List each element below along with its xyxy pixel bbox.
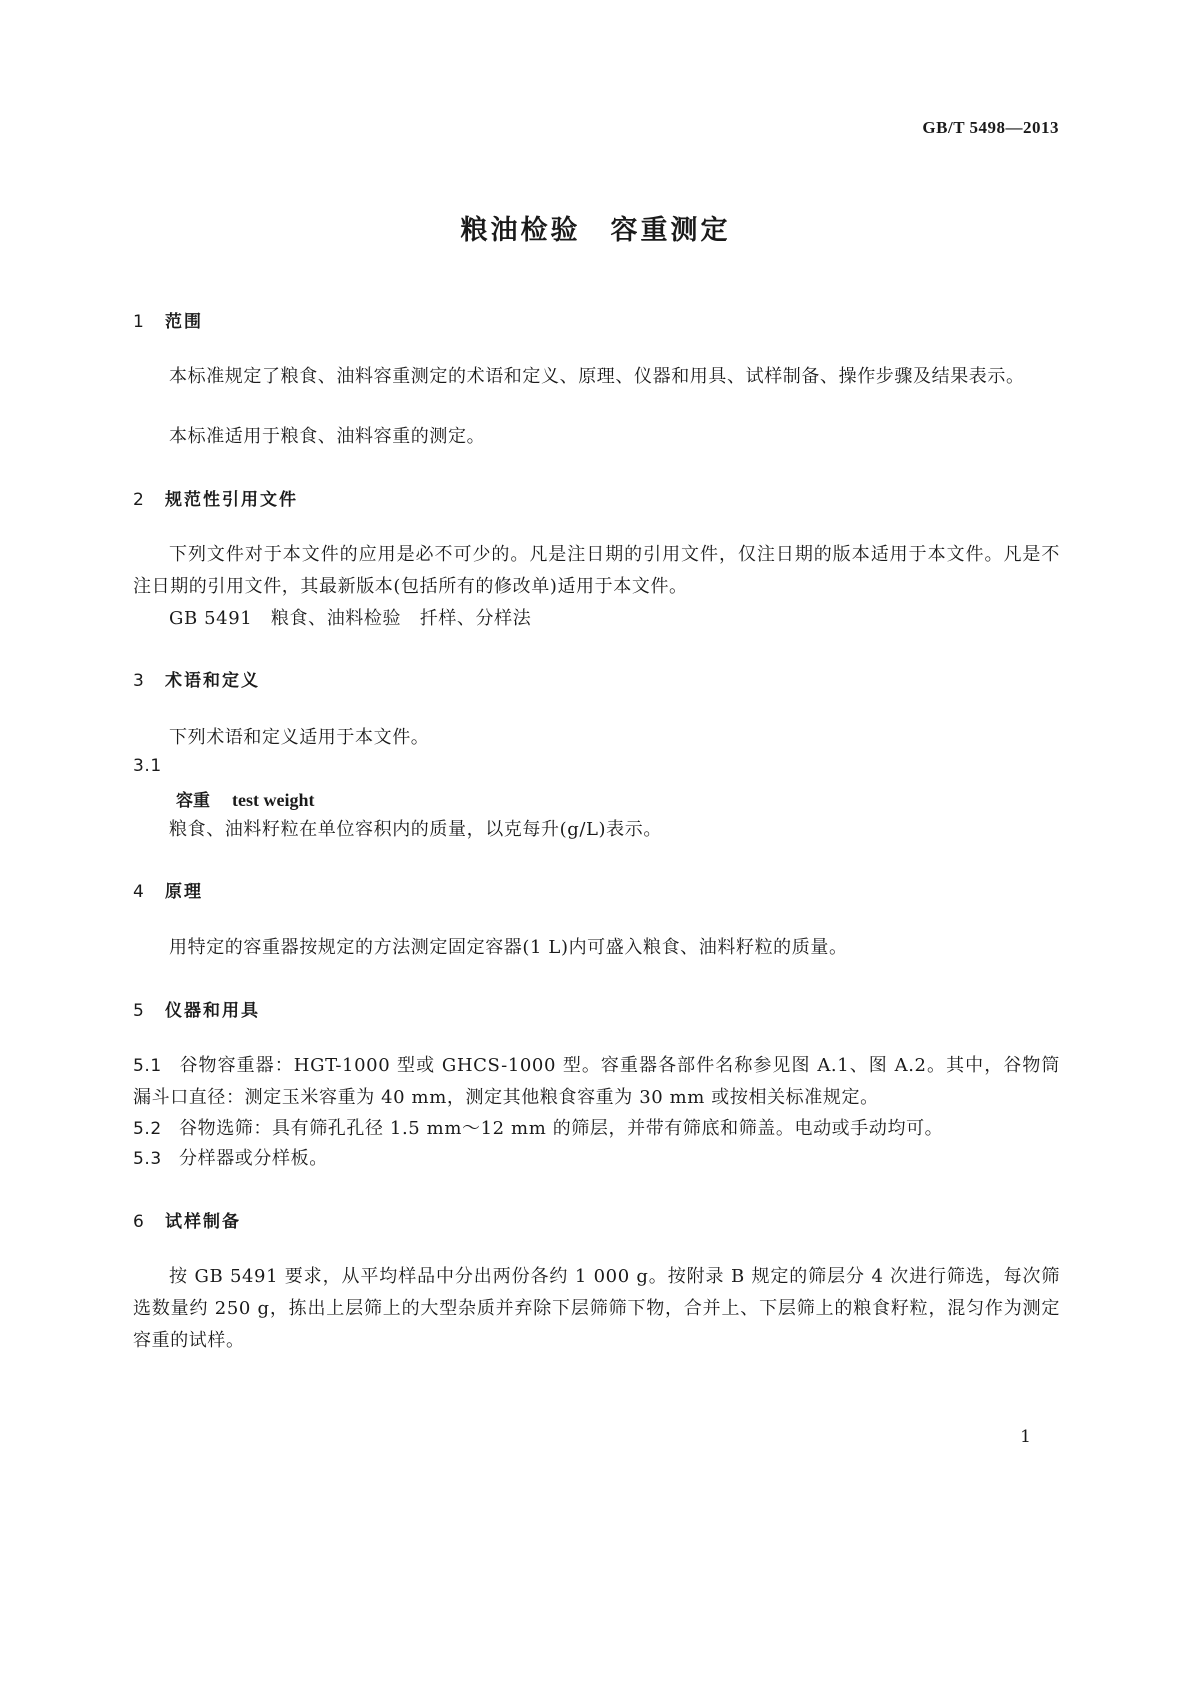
section-title: 术语和定义: [165, 671, 260, 691]
term-english: test weight: [232, 790, 315, 810]
section-4-paragraph-1: 用特定的容重器按规定的方法测定固定容器(1 L)内可盛入粮食、油料籽粒的质量。: [169, 937, 848, 958]
clause-5-2: [133, 1113, 1060, 1145]
section-2-heading: [133, 485, 298, 510]
term-chinese: 容重: [176, 791, 210, 811]
section-1-paragraph-2: 本标准适用于粮食、油料容重的测定。: [169, 426, 486, 447]
section-5-heading: [133, 996, 260, 1021]
section-number: 5: [133, 1001, 146, 1021]
clause-5-3: [133, 1143, 1060, 1175]
normative-reference: GB 5491 粮食、油料检验 扦样、分样法: [169, 608, 532, 629]
section-number: 3: [133, 671, 146, 691]
section-number: 1: [133, 312, 146, 332]
section-title: 原理: [165, 882, 203, 902]
clause-text: 谷物容重器：HGT-1000 型或 GHCS-1000 型。容重器各部件名称参见图 A.1、图 A.2。其中，谷物筒漏斗口直径：测定玉米容重为 40 mm，测定其他粮食容重为 30 mm 或按相关标准规定。: [133, 1055, 1060, 1108]
section-title: 仪器和用具: [165, 1001, 260, 1021]
page-title: 粮油检验 容重测定: [460, 215, 731, 246]
clause-number: 5.1: [133, 1056, 162, 1076]
section-3-heading: [133, 666, 260, 691]
section-6-heading: [133, 1207, 241, 1232]
clause-number: 3.1: [133, 756, 162, 776]
section-1-heading: [133, 307, 203, 332]
section-title: 规范性引用文件: [165, 490, 298, 510]
section-1-paragraph-1: 本标准规定了粮食、油料容重测定的术语和定义、原理、仪器和用具、试样制备、操作步骤及结果表示。: [169, 366, 1025, 387]
section-title: 范围: [165, 312, 203, 332]
page-number: 1: [1020, 1427, 1031, 1447]
clause-number: 5.2: [133, 1119, 162, 1139]
section-4-heading: [133, 877, 203, 902]
clause-text: 谷物选筛：具有筛孔孔径 1.5 mm～12 mm 的筛层，并带有筛底和筛盖。电动或手动均可。: [179, 1118, 944, 1139]
section-number: 4: [133, 882, 146, 902]
section-number: 6: [133, 1212, 146, 1232]
section-2-paragraph-1: 下列文件对于本文件的应用是必不可少的。凡是注日期的引用文件，仅注日期的版本适用于本文件。凡是不注日期的引用文件，其最新版本(包括所有的修改单)适用于本文件。: [133, 544, 1060, 597]
section-6-paragraph-1: 按 GB 5491 要求，从平均样品中分出两份各约 1 000 g。按附录 B 规定的筛层分 4 次进行筛选，每次筛选数量约 250 g，拣出上层筛上的大型杂质并弃除下层筛筛下物，合并上、下层筛上的粮食籽粒，混匀作为测定容重的试样。: [133, 1266, 1060, 1351]
section-number: 2: [133, 490, 146, 510]
clause-number: 5.3: [133, 1149, 162, 1169]
standard-code: GB/T 5498—2013: [922, 118, 1059, 137]
term-definition: 粮食、油料籽粒在单位容积内的质量，以克每升(g/L)表示。: [169, 819, 662, 840]
clause-text: 分样器或分样板。: [179, 1148, 328, 1169]
term-entry: [176, 786, 314, 811]
section-3-paragraph-1: 下列术语和定义适用于本文件。: [169, 727, 430, 748]
clause-5-1: [133, 1050, 1060, 1114]
section-title: 试样制备: [165, 1212, 241, 1232]
